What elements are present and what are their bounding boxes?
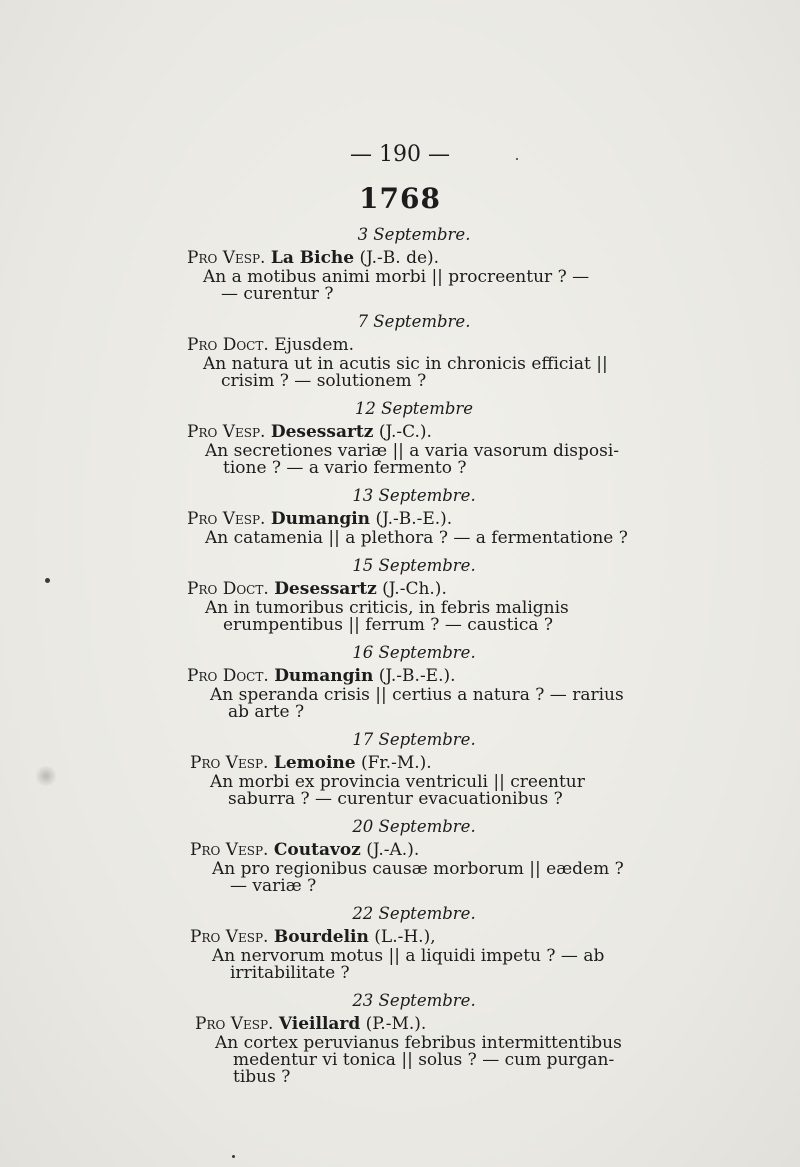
entry-date: 17 Septembre. [352,730,476,749]
thesis-question [0,443,800,477]
thesis-entry [0,483,800,547]
year-heading: 1768 [359,182,441,215]
degree-label: Pro Vesp. [187,248,266,268]
thesis-entry [0,727,800,808]
thesis-list [0,222,800,1092]
thesis-line: An speranda crisis || certius a natura ? — rarius [210,685,624,705]
degree-label: Pro Vesp. [187,422,266,442]
thesis-line: An in tumoribus criticis, in febris malignis [205,598,569,618]
thesis-line: — curentur ? [221,284,334,304]
thesis-line: An secretiones variæ || a varia vasorum disposi- [205,441,620,461]
degree-label: Pro Doct. [187,579,269,599]
degree-label: Pro Vesp. [190,840,269,860]
author-name: Lemoine [273,753,356,773]
author-initials: (J.-B.-E.). [378,666,456,686]
entry-heading [0,666,800,687]
thesis-question [0,530,800,547]
thesis-question [0,356,800,390]
entry-date: 23 Septembre. [352,991,476,1010]
degree-label: Pro Vesp. [190,753,269,773]
thesis-line: An nervorum motus || a liquidi impetu ? — ab [212,946,605,966]
degree-label: Pro Vesp. [195,1014,274,1034]
author-name: Desessartz [274,579,377,599]
thesis-question [0,687,800,721]
entry-heading [0,579,800,600]
author-name: Dumangin [270,509,371,529]
author-name: Dumangin [274,666,374,686]
entry-date: 16 Septembre. [352,643,476,662]
entry-heading [0,753,800,774]
entry-date: 13 Septembre. [352,486,476,505]
author-initials: (J.-Ch.). [382,579,447,599]
entry-date: 7 Septembre. [357,312,471,331]
thesis-entry [0,553,800,634]
thesis-line: An catamenia || a plethora ? — a fermentatione ? [205,528,628,548]
thesis-line: An pro regionibus causæ morborum || eædem ? [212,859,624,879]
thesis-entry [0,222,800,303]
degree-label: Pro Doct. [187,666,269,686]
thesis-line: An natura ut in acutis sic in chronicis efficiat || [203,354,608,374]
author-initials: (L.-H.), [374,927,436,947]
thesis-line: medentur vi tonica || solus ? — cum purgan- [233,1050,615,1070]
author-initials: (P.-M.). [365,1014,427,1034]
author-initials: (J.-B. de). [359,248,440,268]
author-name: Desessartz [270,422,374,442]
thesis-line: An a motibus animi morbi || procreentur ? — [203,267,590,287]
entry-date: 12 Septembre [354,399,474,418]
entry-heading [0,248,800,269]
thesis-line: ab arte ? [228,702,305,722]
author-name: Bourdelin [273,927,369,947]
entry-heading [0,422,800,443]
thesis-entry [0,396,800,477]
thesis-line: tione ? — a vario fermento ? [223,458,467,478]
thesis-question [0,774,800,808]
author-name: La Biche [270,248,355,268]
thesis-line: irritabilitate ? [230,963,350,983]
thesis-entry [0,640,800,721]
thesis-question [0,861,800,895]
degree-label: Pro Doct. [187,335,269,355]
thesis-question [0,1035,800,1086]
entry-date: 22 Septembre. [352,904,476,923]
author-initials: (J.-A.). [366,840,420,860]
author-initials: (J.-B.-E.). [375,509,453,529]
author-name: Coutavoz [273,840,361,860]
entry-heading [0,509,800,530]
thesis-line: erumpentibus || ferrum ? — caustica ? [223,615,554,635]
thesis-question [0,600,800,634]
scan-speck [232,1155,235,1158]
author-initials: (J.-C.). [378,422,432,442]
entry-heading [0,840,800,861]
thesis-line: An cortex peruvianus febribus intermittentibus [215,1033,622,1053]
entry-date: 3 Septembre. [357,225,471,244]
author-name: Ejusdem. [274,335,355,355]
degree-label: Pro Vesp. [190,927,269,947]
author-name: Vieillard [278,1014,361,1034]
thesis-line: saburra ? — curentur evacuationibus ? [228,789,563,809]
entry-date: 15 Septembre. [352,556,476,575]
author-initials: (Fr.-M.). [361,753,432,773]
thesis-entry [0,901,800,982]
entry-heading [0,927,800,948]
thesis-line: An morbi ex provincia ventriculi || creentur [210,772,585,792]
thesis-line: — variæ ? [230,876,317,896]
thesis-entry [0,309,800,390]
thesis-question [0,948,800,982]
degree-label: Pro Vesp. [187,509,266,529]
thesis-line: crisim ? — solutionem ? [221,371,427,391]
thesis-entry [0,814,800,895]
thesis-question [0,269,800,303]
thesis-entry [0,988,800,1086]
page-number: — 190 — [350,142,450,167]
entry-heading [0,335,800,356]
thesis-line: tibus ? [233,1067,291,1087]
entry-date: 20 Septembre. [352,817,476,836]
entry-heading [0,1014,800,1035]
